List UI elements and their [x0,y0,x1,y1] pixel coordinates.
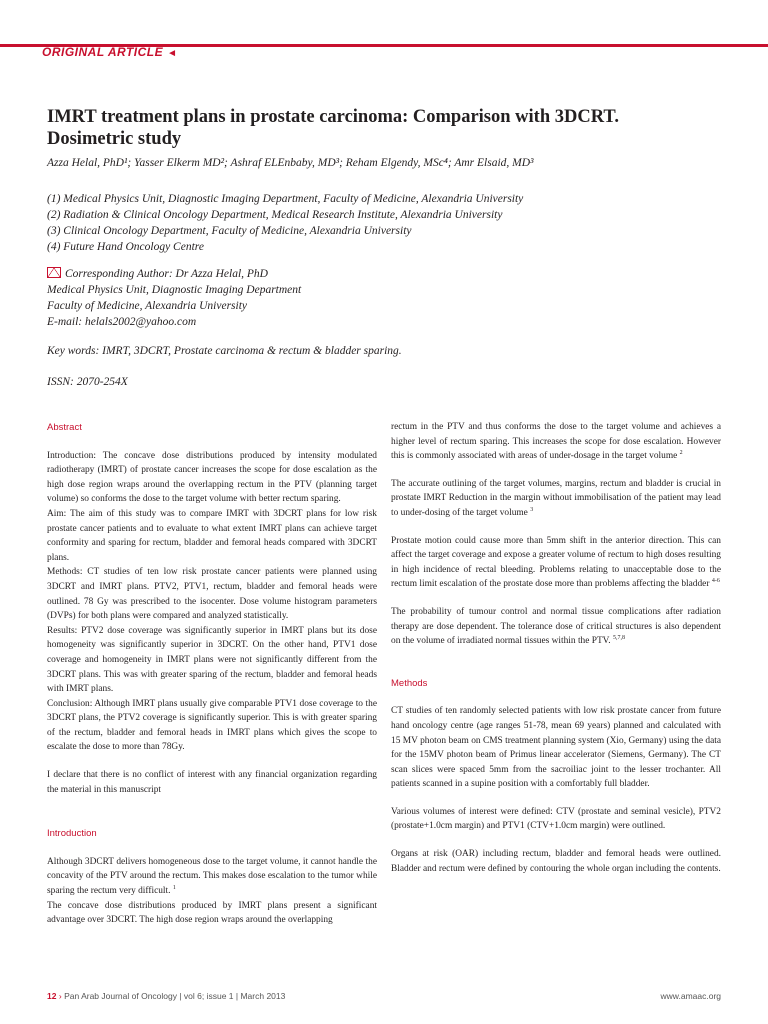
issn: ISSN: 2070-254X [47,376,128,388]
methods-paragraph-1: CT studies of ten randomly selected patients with low risk prostate cancer from future hand oncology centre (age ranges 51-78, mean 69 years) planned and calculated with 15 MV photon beam on CMS treatment planning system (Xio, Germany) using the data for the 15MV photon beam of Primus linear accelerator (Siemens, Germany). The CT scan slices were spaced 5mm from the sacroiliac joint to the lesser trochanter. All patients scanned in a supine position with a comfortably full bladder. [391,706,721,790]
journal-info: Pan Arab Journal of Oncology | vol 6; issue 1 | March 2013 [64,991,286,1001]
page-number: 12 [47,991,57,1001]
corresponding-name: Corresponding Author: Dr Azza Helal, PhD [65,268,268,280]
footer-website[interactable]: www.amaac.org [660,991,721,1001]
footer-citation [47,991,285,1001]
affiliation-1: (1) Medical Physics Unit, Diagnostic Imaging Department, Faculty of Medicine, Alexandria University [47,193,524,205]
corresponding-author [47,266,301,330]
abstract-methods: Methods: CT studies of ten low risk prostate cancer patients were planned using 3DCRT and IMRT plans. PTV2, PTV1, rectum, bladder and femoral heads were outlined. 78 Gy was prescribed to the isocenter. Dose volume histogram parameters (DVPs) for both plans were compared and analyzed statistically. [47,567,377,622]
conflict-declaration: I declare that there is no conflict of interest with any financial organization regarding the material in this manuscript [47,770,377,795]
introduction-heading: Introduction [47,828,97,840]
chevron-right-icon: › [58,991,62,1001]
badge-label: ORIGINAL ARTICLE [42,45,164,59]
methods-paragraph-2: Various volumes of interest were defined: CTV (prostate and seminal vesicle), PTV2 (prostate+1.0cm margin) and PTV1 (CTV+1.0cm margin) were outlined. [391,806,721,832]
right-paragraph-3: Prostate motion could cause more than 5mm shift in the anterior direction. This can affect the target coverage and expose a greater volume of rectum to high doses resulting in high incidence of rectal bleeding. Problems relating to unacceptable dose to the rectum limit escalation of the prostate dose more than problems affecting the bladder $^{4-6}$ [391,535,721,590]
paper-title: IMRT treatment plans in prostate carcinoma: Comparison with 3DCRT. Dosimetric study [47,107,620,149]
intro-paragraph-1: Although 3DCRT delivers homogeneous dose to the target volume, it cannot handle the concavity of the PTV around the rectum. This makes dose escalation to the tumor while sparing the rectum very difficult. $^1$ [47,856,377,897]
author-list: Azza Helal, PhD¹; Yasser Elkerm MD²; Ashraf ELEnbaby, MD³; Reham Elgendy, MSc⁴; Amr Elsaid, MD³ [47,157,534,169]
abstract-conclusion: Conclusion: Although IMRT plans usually give comparable PTV1 dose coverage to the 3DCRT plans, the PTV2 coverage is significantly superior. This is with greater sparing of the rectum, bladder and femoral heads in IMRT plans which gives the scope to escalate the dose to more than 78Gy. [47,698,377,753]
corresponding-email[interactable]: E-mail: helals2002@yahoo.com [47,316,197,328]
affiliation-4: (4) Future Hand Oncology Centre [47,241,204,253]
envelope-icon [47,267,61,278]
corresponding-faculty: Faculty of Medicine, Alexandria University [47,300,248,312]
abstract-introduction: Introduction: The concave dose distributions produced by intensity modulated radiotherapy (IMRT) of prostate cancer increases the scope for dose escalation as the high dose region wraps around the overlapping rectum in the PTV (planning target volume) so conforms the dose to the target volume with better rectum sparing. [47,450,377,505]
citation: 1 [172,884,176,891]
affiliations [47,191,523,255]
intro-paragraph-2: The concave dose distributions produced by IMRT plans present a significant advantage over 3DCRT. The high dose region wraps around the overlapping [47,900,377,926]
corresponding-unit: Medical Physics Unit, Diagnostic Imaging Department [47,284,302,296]
affiliation-2: (2) Radiation & Clinical Oncology Department, Medical Research Institute, Alexandria University [47,209,503,221]
abstract-aim: Aim: The aim of this study was to compare IMRT with 3DCRT plans for low risk prostate cancer patients and to evaluate to what extent IMRT plans can achieve target conformity and sparing for rectum, bladder and femoral heads compared with 3DCRT plans. [47,508,377,563]
citation: 2 [679,450,683,457]
abstract-heading: Abstract [47,422,82,433]
right-paragraph-2: The accurate outlining of the target volumes, margins, rectum and bladder is crucial in prostate IMRT Reduction in the margin without immobilisation of the patient may lead to under-dosing of the target volume $^3$ [391,478,721,518]
methods-heading: Methods [391,677,428,689]
left-column [47,421,377,928]
keywords: Key words: IMRT, 3DCRT, Prostate carcinoma & rectum & bladder sparing. [47,345,402,357]
article-type-badge [42,45,178,59]
right-paragraph-1: rectum in the PTV and thus conforms the dose to the target volume and achieves a higher level of rectum sparing. This increases the scope for dose escalation. However this is commonly associated with areas of under-dosage in the target volume $^2$ [391,422,721,462]
affiliation-3: (3) Clinical Oncology Department, Faculty of Medicine, Alexandria University [47,225,412,237]
right-paragraph-4: The probability of tumour control and normal tissue complications after radiation therapy are dose dependent. The tolerance dose of critical structures is also dependent on the volume of irradiated normal tissues within the PTV. $^{5,7,8}$ [391,606,721,647]
citation: 5,7,8 [612,635,625,641]
right-column [391,420,721,876]
citation: 4-6 [711,578,720,585]
citation: 3 [530,506,534,513]
abstract-results: Results: PTV2 dose coverage was significantly superior in IMRT plans but its dose homogeneity was significantly superior in 3DCRT. On the other hand, PTV1 dose coverage and homogeneity in IMRT plans were not significantly different from the 3DCRT plans. This was with greater sparing of the rectum, bladder and femoral heads with IMRT plans. [47,625,377,695]
triangle-left-icon: ◄ [167,48,178,59]
methods-paragraph-3: Organs at risk (OAR) including rectum, bladder and femoral heads were outlined. Bladder and rectum were defined by contouring the whole organ including the contents. [391,849,721,874]
